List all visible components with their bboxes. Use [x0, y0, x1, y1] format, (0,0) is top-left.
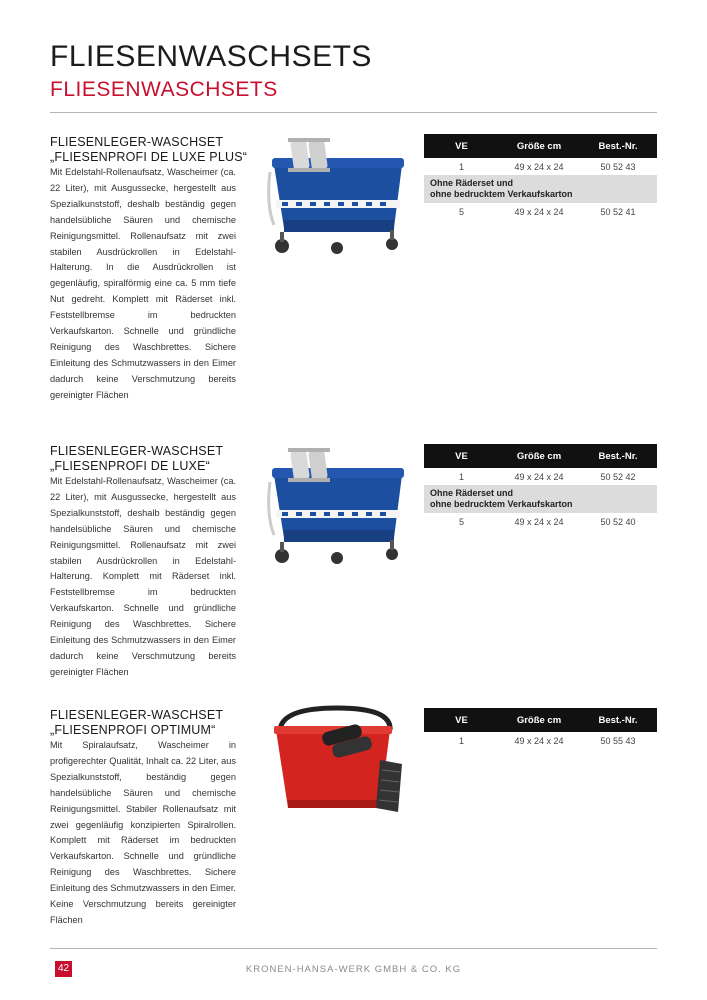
cell-ve: 1 — [458, 471, 464, 482]
table-header-row — [424, 444, 657, 468]
table-note — [424, 175, 657, 203]
product-title-line1: FLIESENLEGER-WASCHSET — [50, 444, 224, 458]
cell-order-number: 50 52 41 — [600, 206, 636, 217]
product-description: Mit Edelstahl-Rollenaufsatz, Wascheimer (ca. 22 Liter), mit Ausgussecke, hergestellt aus Spezialkunststoff, deshalb beständig gegen handelsübliche Säuren und chemische Reinigungsmittel. Rollenaufsatz mit zwei stabilen Ausdrückrollen in Edelstahl-Halterung. In die Ausdrückrollen ist gegenläufig, spiralförmig eine ca. 5 mm tiefe Nut gedreht. Komplett mit Räderset inkl. Feststellbremse im bedruckten Verkaufskarton. Schnelle und gründliche Reinigung des Waschbrettes. Sichere Einleitung des Schmutzwassers in den Eimer dadurch keine Verschmutzung bereits gereinigter Flächen — [50, 167, 236, 400]
note-line1: Ohne Räderset und — [430, 178, 514, 188]
header-divider — [50, 112, 657, 113]
cell-size: 49 x 24 x 24 — [514, 735, 564, 746]
page-title: FLIESENWASCHSETS — [50, 40, 372, 73]
product-title — [50, 135, 250, 165]
col-header-order-number: Best.-Nr. — [598, 140, 638, 152]
cell-size: 49 x 24 x 24 — [514, 471, 564, 482]
product-title — [50, 444, 250, 474]
product-description: Mit Spiralaufsatz, Wascheimer in profigerechter Qualität, Inhalt ca. 22 Liter, aus Spezialkunststoff, beständig gegen handelsübliche Säuren und chemische Reinigungsmittel. Stabiler Rollenaufsatz mit zwei gegenläufig konzipierten Spiralrollen. Komplett mit Räderset im bedruckten Verkaufskarton. Schnelle und gründliche Reinigung des Waschbrettes. Sichere Einleitung des Schmutzwassers in den Eimer. Keine Verschmutzung bereits gereinigter Flächen — [50, 740, 236, 925]
product-title — [50, 708, 250, 738]
product-table — [424, 134, 657, 220]
col-header-ve: VE — [455, 140, 468, 152]
red-bucket-with-spiral-rollers-icon — [262, 700, 412, 825]
cell-ve: 1 — [458, 735, 464, 746]
col-header-size: Größe cm — [516, 140, 562, 152]
product-title-line2: „FLIESENPROFI DE LUXE PLUS“ — [50, 150, 248, 164]
note-line2: ohne bedrucktem Verkaufskarton — [430, 499, 573, 509]
blue-bucket-with-rollers-icon — [262, 440, 412, 565]
table-row — [424, 468, 657, 485]
cell-size: 49 x 24 x 24 — [514, 206, 564, 217]
cell-order-number: 50 55 43 — [600, 735, 636, 746]
product-description: Mit Edelstahl-Rollenaufsatz, Wascheimer (ca. 22 Liter), mit Ausgussecke, hergestellt aus Spezialkunststoff, deshalb beständig gegen handelsübliche Säuren und chemische Reinigungsmittel. Rollenaufsatz mit zwei stabilen Ausdrückrollen in Edelstahl-Halterung. Komplett mit Räderset inkl. Feststellbremse im bedruckten Verkaufskarton. Schnelle und gründliche Reinigung des Waschbrettes. Sichere Einleitung des Schmutzwassers in den Eimer dadurch keine Verschmutzung bereits gereinigter Flächen — [50, 476, 236, 677]
page-subtitle: FLIESENWASCHSETS — [50, 78, 278, 101]
product-title-line2: „FLIESENPROFI OPTIMUM“ — [50, 723, 216, 737]
cell-order-number: 50 52 43 — [600, 161, 636, 172]
product-title-line2: „FLIESENPROFI DE LUXE“ — [50, 459, 210, 473]
page-number: 42 — [55, 961, 72, 977]
table-row — [424, 732, 657, 749]
col-header-order-number: Best.-Nr. — [598, 714, 638, 726]
footer-company: KRONEN-HANSA-WERK GMBH & CO. KG — [245, 964, 462, 975]
table-row — [424, 203, 657, 220]
col-header-size: Größe cm — [516, 714, 562, 726]
note-line2: ohne bedrucktem Verkaufskarton — [430, 189, 573, 199]
table-header-row — [424, 708, 657, 732]
table-row — [424, 513, 657, 530]
cell-ve: 5 — [458, 516, 464, 527]
cell-order-number: 50 52 42 — [600, 471, 636, 482]
table-header-row — [424, 134, 657, 158]
col-header-ve: VE — [455, 450, 468, 462]
note-line1: Ohne Räderset und — [430, 488, 514, 498]
footer-divider — [50, 948, 657, 949]
product-title-line1: FLIESENLEGER-WASCHSET — [50, 708, 224, 722]
product-title-line1: FLIESENLEGER-WASCHSET — [50, 135, 224, 149]
col-header-order-number: Best.-Nr. — [598, 450, 638, 462]
blue-bucket-with-rollers-icon — [262, 130, 412, 255]
product-table — [424, 444, 657, 530]
cell-size: 49 x 24 x 24 — [514, 161, 564, 172]
cell-ve: 1 — [458, 161, 464, 172]
table-row — [424, 158, 657, 175]
col-header-ve: VE — [455, 714, 468, 726]
table-note — [424, 485, 657, 513]
cell-order-number: 50 52 40 — [600, 516, 636, 527]
product-table — [424, 708, 657, 749]
col-header-size: Größe cm — [516, 450, 562, 462]
cell-ve: 5 — [458, 206, 464, 217]
cell-size: 49 x 24 x 24 — [514, 516, 564, 527]
